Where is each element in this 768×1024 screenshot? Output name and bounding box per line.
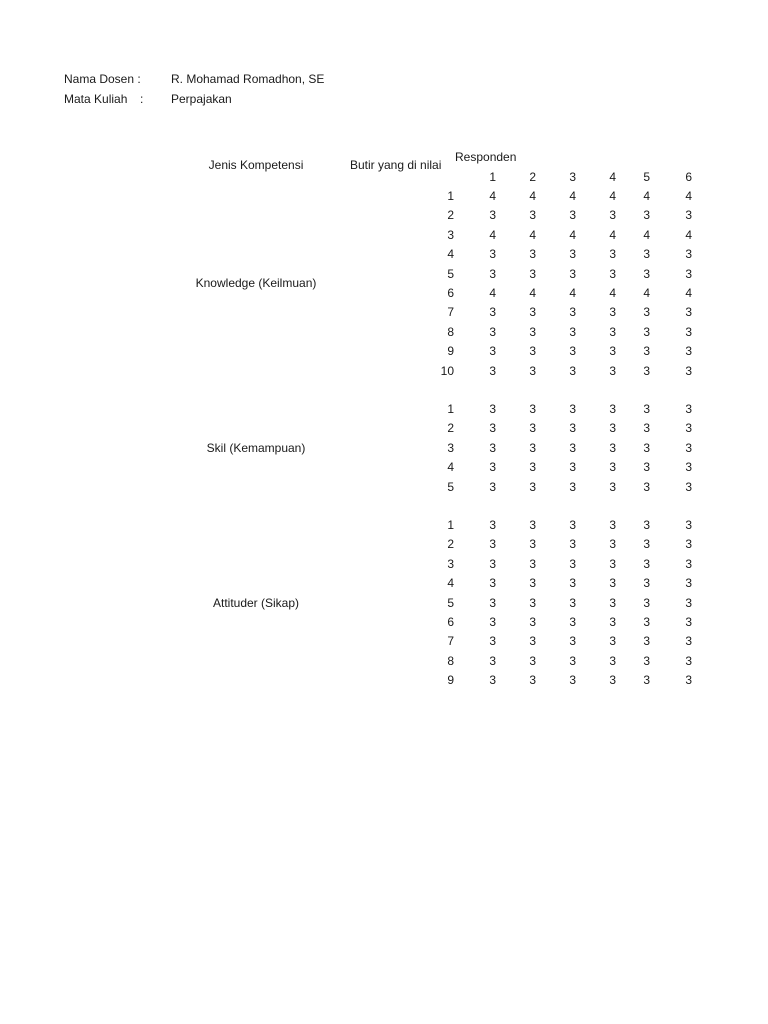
score-cell: 3	[643, 421, 650, 436]
score-cell: 3	[609, 576, 616, 591]
col-header-jenis: Jenis Kompetensi	[208, 158, 304, 172]
score-cell: 3	[685, 363, 692, 378]
score-cell: 3	[685, 518, 692, 532]
item-number: 2	[447, 208, 454, 223]
score-cell: 3	[529, 615, 536, 629]
score-cell: 3	[609, 479, 616, 494]
item-number: 5	[447, 479, 454, 494]
score-cell: 3	[569, 537, 576, 552]
score-cell: 3	[489, 460, 496, 475]
score-cell: 3	[489, 421, 496, 436]
score-cell: 3	[643, 208, 650, 223]
score-cell: 3	[489, 402, 496, 416]
score-cell: 3	[529, 537, 536, 552]
score-cell: 3	[643, 479, 650, 494]
group-label: Skil (Kemampuan)	[206, 440, 306, 455]
score-cell: 3	[569, 324, 576, 339]
respondent-header-4: 4	[609, 170, 616, 184]
score-cell: 3	[609, 615, 616, 629]
item-number: 9	[447, 673, 454, 688]
score-cell: 4	[685, 227, 692, 242]
score-cell: 3	[685, 344, 692, 359]
item-number: 4	[447, 247, 454, 262]
item-number: 1	[447, 402, 454, 416]
matkul-colon: :	[140, 92, 144, 106]
item-number: 6	[447, 615, 454, 629]
score-cell: 3	[489, 595, 496, 610]
score-cell: 3	[529, 479, 536, 494]
score-cell: 3	[609, 344, 616, 359]
score-cell: 3	[643, 247, 650, 262]
item-number: 3	[447, 556, 454, 571]
score-cell: 3	[643, 673, 650, 688]
score-cell: 3	[529, 208, 536, 223]
col-header-butir: Butir yang di nilai	[350, 158, 442, 172]
item-number: 4	[447, 460, 454, 475]
score-cell: 3	[643, 363, 650, 378]
score-cell: 4	[643, 286, 650, 300]
score-cell: 3	[529, 460, 536, 475]
score-cell: 3	[643, 537, 650, 552]
score-cell: 3	[489, 324, 496, 339]
score-cell: 3	[529, 576, 536, 591]
score-cell: 3	[569, 247, 576, 262]
score-cell: 4	[489, 227, 496, 242]
score-cell: 3	[685, 460, 692, 475]
respondent-header-2: 2	[529, 170, 536, 184]
item-number: 1	[447, 189, 454, 203]
score-cell: 4	[609, 189, 616, 203]
score-cell: 3	[489, 615, 496, 629]
score-cell: 3	[529, 595, 536, 610]
score-cell: 4	[569, 286, 576, 300]
score-cell: 4	[529, 189, 536, 203]
score-cell: 3	[569, 460, 576, 475]
item-number: 2	[447, 537, 454, 552]
item-number: 1	[447, 518, 454, 532]
score-cell: 3	[569, 305, 576, 320]
score-cell: 3	[643, 518, 650, 532]
score-cell: 4	[489, 286, 496, 300]
score-cell: 3	[569, 615, 576, 629]
score-cell: 3	[569, 518, 576, 532]
score-cell: 3	[609, 363, 616, 378]
score-cell: 3	[685, 479, 692, 494]
item-number: 4	[447, 576, 454, 591]
score-cell: 3	[569, 479, 576, 494]
score-cell: 3	[529, 673, 536, 688]
score-cell: 3	[609, 595, 616, 610]
score-cell: 3	[685, 615, 692, 629]
score-cell: 3	[643, 556, 650, 571]
col-header-responden: Responden	[455, 150, 517, 164]
score-cell: 3	[685, 595, 692, 610]
score-cell: 3	[569, 266, 576, 281]
item-number: 7	[447, 305, 454, 320]
score-cell: 3	[643, 653, 650, 668]
score-cell: 4	[609, 227, 616, 242]
score-cell: 3	[643, 305, 650, 320]
score-cell: 3	[489, 537, 496, 552]
score-cell: 3	[489, 576, 496, 591]
score-cell: 4	[529, 286, 536, 300]
score-cell: 3	[685, 421, 692, 436]
item-number: 3	[447, 227, 454, 242]
matkul-value: Perpajakan	[171, 92, 232, 106]
dosen-value: R. Mohamad Romadhon, SE	[171, 72, 325, 86]
score-cell: 3	[609, 653, 616, 668]
score-cell: 3	[489, 653, 496, 668]
score-cell: 3	[529, 653, 536, 668]
score-cell: 3	[529, 266, 536, 281]
score-cell: 3	[609, 634, 616, 649]
score-cell: 3	[685, 576, 692, 591]
score-cell: 3	[609, 440, 616, 455]
score-cell: 3	[489, 208, 496, 223]
score-cell: 3	[609, 518, 616, 532]
score-cell: 3	[529, 324, 536, 339]
score-cell: 3	[489, 305, 496, 320]
score-cell: 3	[643, 576, 650, 591]
score-cell: 4	[569, 189, 576, 203]
score-cell: 3	[569, 344, 576, 359]
score-cell: 4	[685, 286, 692, 300]
group-label: Attituder (Sikap)	[212, 595, 300, 610]
score-cell: 3	[609, 556, 616, 571]
score-cell: 3	[609, 537, 616, 552]
score-cell: 3	[685, 305, 692, 320]
score-cell: 3	[489, 440, 496, 455]
matkul-label: Mata Kuliah	[64, 92, 128, 106]
score-cell: 3	[685, 634, 692, 649]
score-cell: 3	[569, 440, 576, 455]
score-cell: 4	[643, 227, 650, 242]
item-number: 6	[447, 286, 454, 300]
score-cell: 3	[529, 518, 536, 532]
score-cell: 3	[643, 266, 650, 281]
score-cell: 3	[685, 324, 692, 339]
score-cell: 3	[569, 576, 576, 591]
score-cell: 3	[685, 440, 692, 455]
item-number: 9	[447, 344, 454, 359]
score-cell: 3	[685, 653, 692, 668]
score-cell: 3	[569, 208, 576, 223]
score-cell: 3	[609, 324, 616, 339]
item-number: 2	[447, 421, 454, 436]
score-cell: 3	[569, 363, 576, 378]
score-cell: 3	[609, 460, 616, 475]
score-cell: 3	[685, 266, 692, 281]
score-cell: 4	[643, 189, 650, 203]
score-cell: 3	[609, 421, 616, 436]
item-number: 7	[447, 634, 454, 649]
score-cell: 3	[685, 402, 692, 416]
score-cell: 3	[489, 556, 496, 571]
score-cell: 3	[609, 208, 616, 223]
score-cell: 3	[569, 595, 576, 610]
respondent-header-6: 6	[685, 170, 692, 184]
score-cell: 3	[685, 556, 692, 571]
score-cell: 3	[489, 518, 496, 532]
score-cell: 3	[569, 673, 576, 688]
score-cell: 3	[609, 266, 616, 281]
score-cell: 4	[609, 286, 616, 300]
respondent-header-1: 1	[489, 170, 496, 184]
score-cell: 3	[643, 615, 650, 629]
score-cell: 3	[685, 208, 692, 223]
score-cell: 3	[643, 402, 650, 416]
score-cell: 3	[529, 440, 536, 455]
score-cell: 4	[569, 227, 576, 242]
score-cell: 3	[643, 634, 650, 649]
score-cell: 3	[529, 363, 536, 378]
score-cell: 3	[569, 402, 576, 416]
score-cell: 4	[685, 189, 692, 203]
item-number: 8	[447, 653, 454, 668]
score-cell: 3	[609, 673, 616, 688]
score-cell: 3	[643, 324, 650, 339]
score-cell: 3	[529, 305, 536, 320]
item-number: 10	[440, 363, 454, 378]
score-cell: 3	[569, 634, 576, 649]
score-cell: 3	[569, 653, 576, 668]
score-cell: 3	[489, 363, 496, 378]
item-number: 3	[447, 440, 454, 455]
score-cell: 3	[643, 460, 650, 475]
score-cell: 3	[529, 634, 536, 649]
score-cell: 3	[529, 402, 536, 416]
score-cell: 3	[529, 556, 536, 571]
score-cell: 3	[609, 402, 616, 416]
score-cell: 3	[489, 247, 496, 262]
score-cell: 3	[643, 595, 650, 610]
score-cell: 3	[489, 479, 496, 494]
item-number: 5	[447, 266, 454, 281]
score-cell: 3	[489, 634, 496, 649]
item-number: 5	[447, 595, 454, 610]
score-cell: 3	[609, 247, 616, 262]
score-cell: 3	[569, 421, 576, 436]
respondent-header-3: 3	[569, 170, 576, 184]
score-cell: 3	[643, 344, 650, 359]
score-cell: 3	[643, 440, 650, 455]
score-cell: 3	[685, 247, 692, 262]
score-cell: 3	[529, 421, 536, 436]
respondent-header-5: 5	[643, 170, 650, 184]
group-label: Knowledge (Keilmuan)	[195, 276, 317, 291]
score-cell: 3	[529, 344, 536, 359]
dosen-label: Nama Dosen :	[64, 72, 141, 86]
score-cell: 3	[489, 344, 496, 359]
score-cell: 3	[489, 673, 496, 688]
score-cell: 3	[529, 247, 536, 262]
score-cell: 4	[489, 189, 496, 203]
score-cell: 3	[685, 537, 692, 552]
score-cell: 3	[609, 305, 616, 320]
score-cell: 3	[685, 673, 692, 688]
score-cell: 3	[489, 266, 496, 281]
item-number: 8	[447, 324, 454, 339]
score-cell: 3	[569, 556, 576, 571]
score-cell: 4	[529, 227, 536, 242]
